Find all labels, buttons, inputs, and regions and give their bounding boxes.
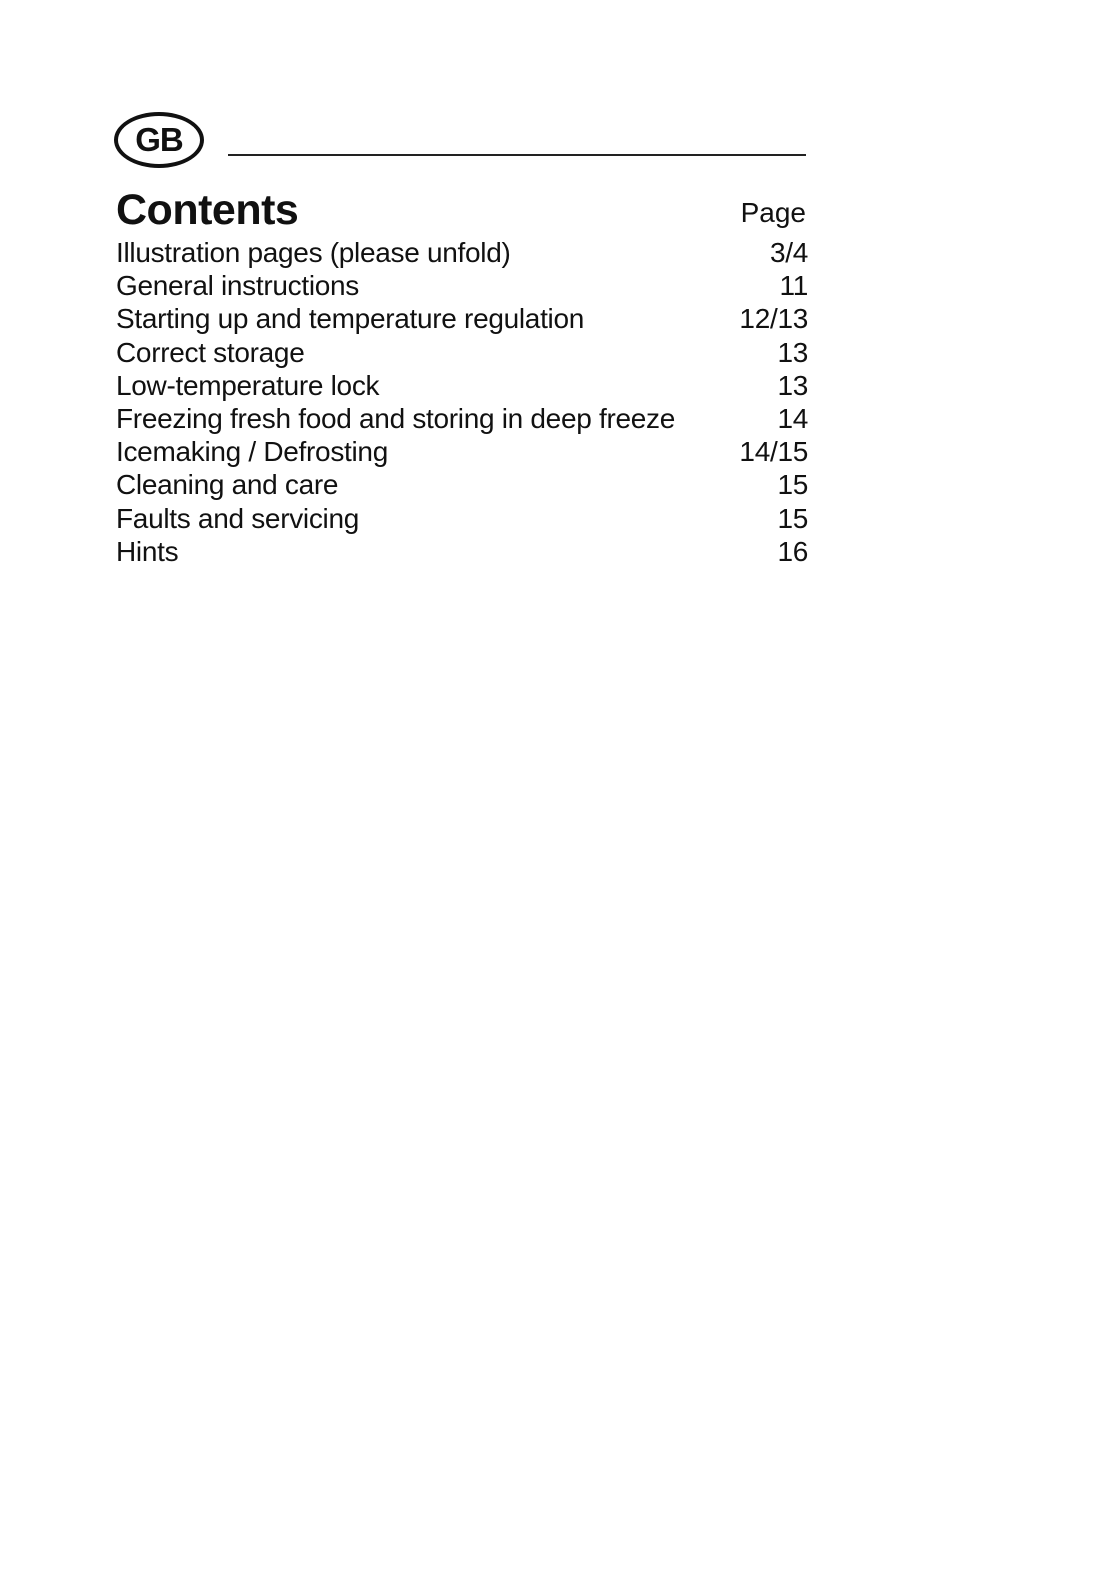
toc-entry-page: 15 — [777, 469, 808, 501]
toc-entry-title: Icemaking / Defrosting — [116, 436, 388, 468]
toc-entry — [116, 502, 808, 535]
toc-entry-title: Correct storage — [116, 336, 305, 368]
toc-entry-page: 14/15 — [739, 436, 808, 468]
toc-entry-page: 11 — [779, 270, 808, 302]
toc-entry-title: Cleaning and care — [116, 469, 339, 501]
toc-list — [116, 236, 808, 568]
toc-entry-page: 14 — [777, 402, 808, 434]
toc-entry-page: 13 — [777, 369, 808, 401]
toc-entry-title: Faults and servicing — [116, 502, 360, 534]
toc-entry-page: 15 — [777, 502, 808, 534]
toc-entry — [116, 535, 808, 568]
toc-entry-page: 3/4 — [769, 237, 808, 268]
country-code-label: GB — [135, 121, 183, 158]
header-rule — [228, 154, 806, 156]
toc-entry-title: Starting up and temperature regulation — [116, 303, 585, 335]
toc-entry — [116, 435, 808, 468]
country-code-badge — [114, 112, 204, 168]
toc-header — [116, 184, 808, 236]
toc-entry — [116, 236, 808, 269]
toc-entry — [116, 302, 808, 335]
toc-entry-title: Illustration pages (please unfold) — [116, 237, 511, 268]
toc-entry — [116, 336, 808, 369]
toc-entry — [116, 468, 808, 501]
toc-entry-title: Low-temperature lock — [116, 369, 380, 401]
table-of-contents — [116, 184, 808, 568]
toc-entry-title: Hints — [116, 535, 179, 567]
toc-entry — [116, 402, 808, 435]
toc-entry — [116, 369, 808, 402]
toc-entry-page: 12/13 — [739, 303, 808, 335]
toc-entry-page: 16 — [777, 535, 808, 567]
toc-entry-page: 13 — [777, 336, 808, 368]
toc-entry-title: General instructions — [116, 270, 360, 302]
toc-entry — [116, 269, 808, 302]
page-title: Contents — [116, 186, 299, 234]
toc-entry-title: Freezing fresh food and storing in deep freeze — [116, 402, 675, 434]
page-column-header: Page — [740, 197, 806, 228]
